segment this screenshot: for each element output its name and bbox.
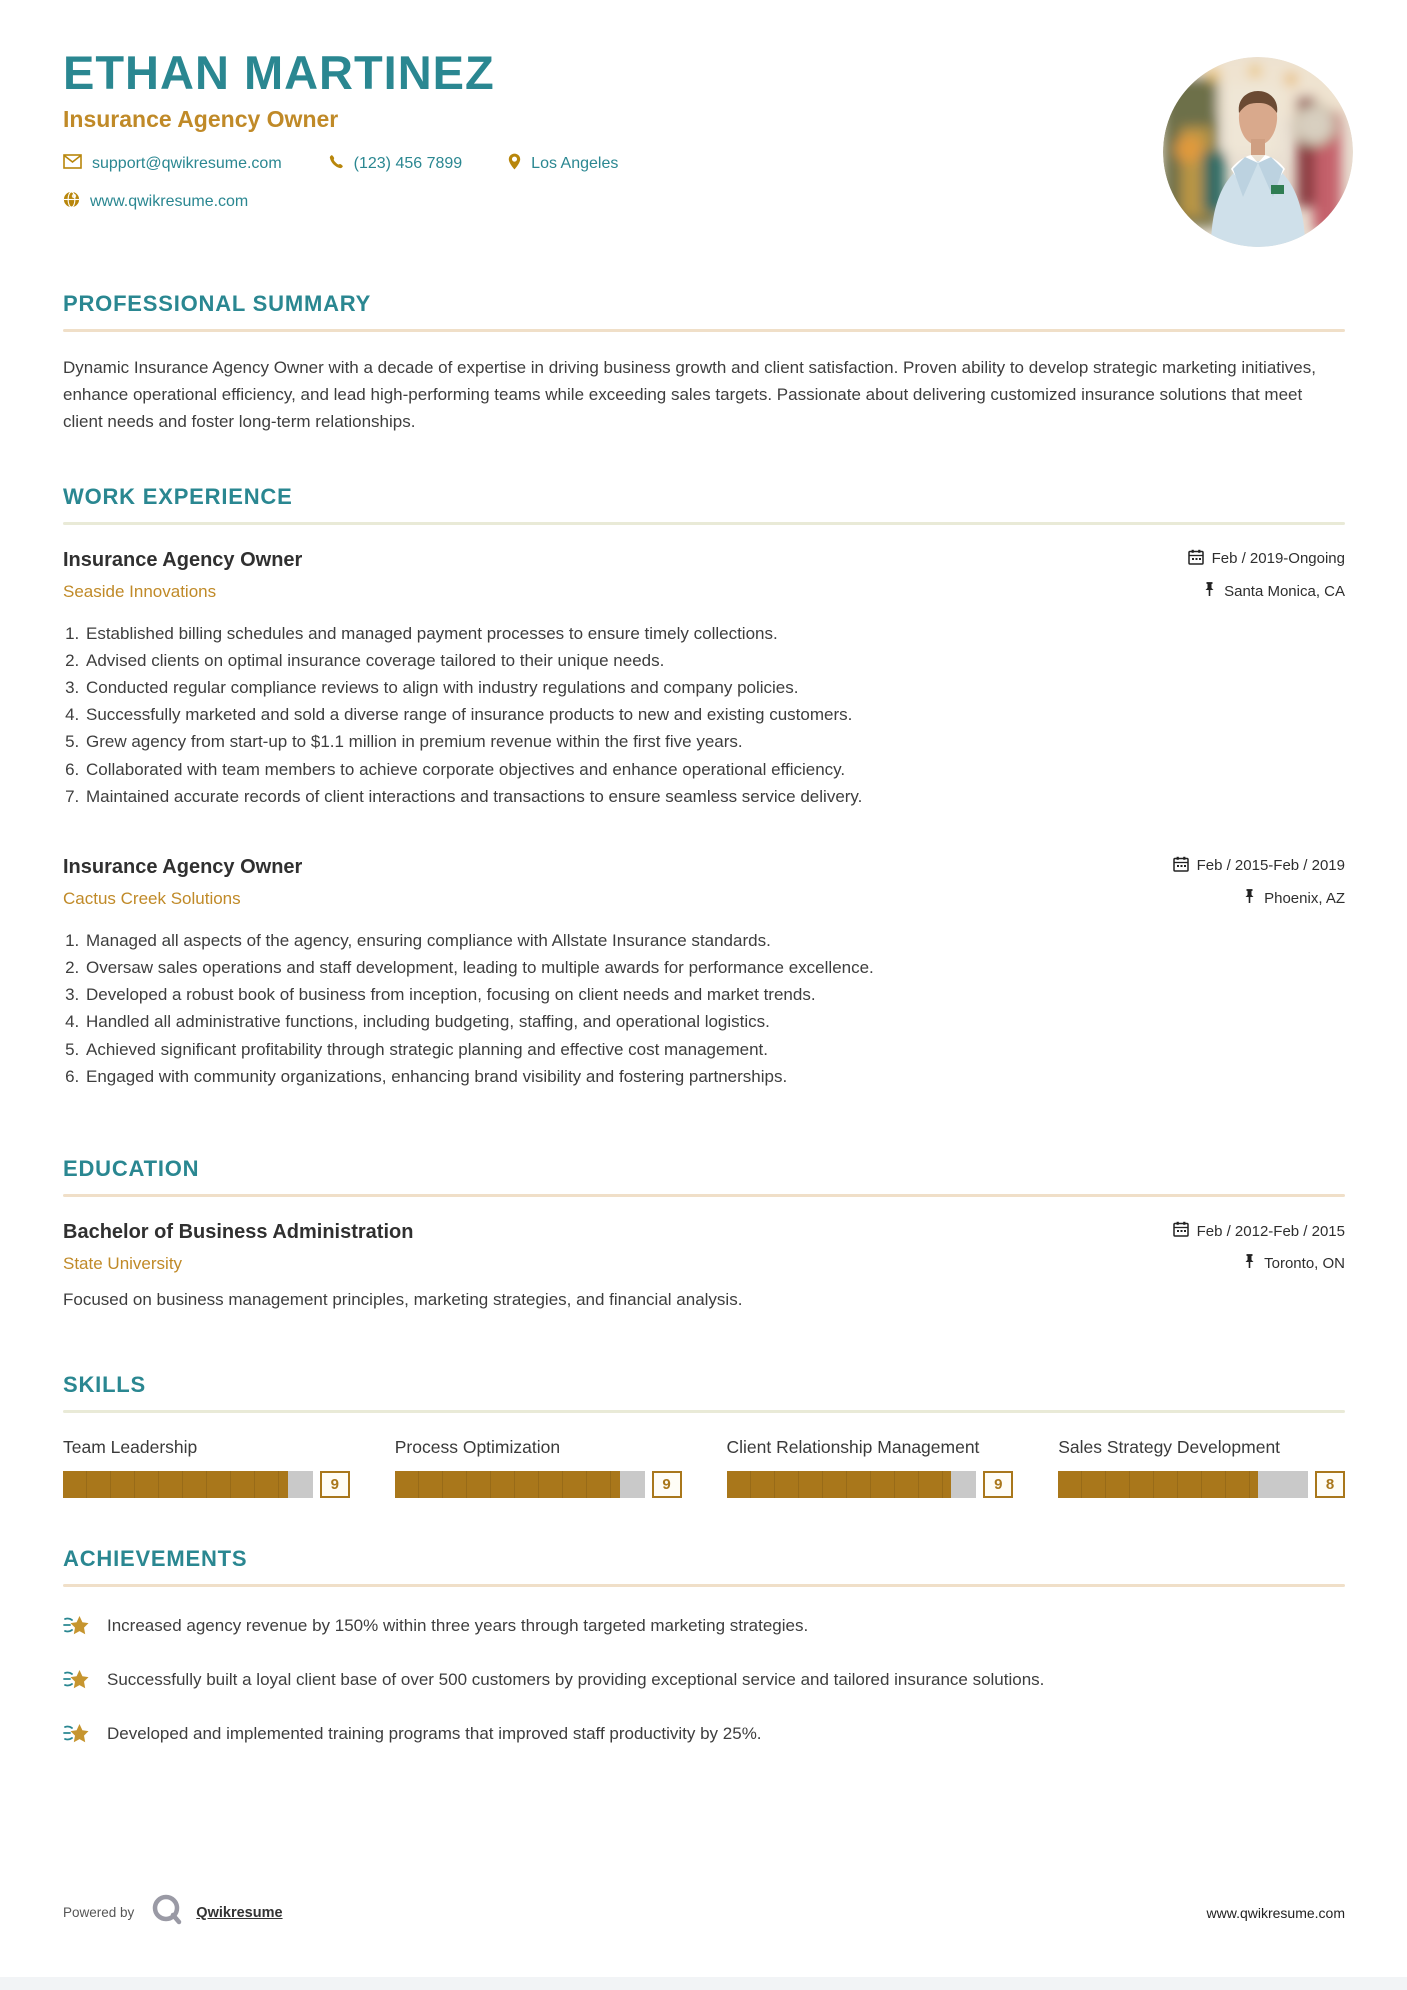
skill-name: Sales Strategy Development — [1058, 1437, 1281, 1457]
star-icon — [63, 1668, 89, 1697]
star-icon — [63, 1722, 89, 1751]
job-title: Insurance Agency Owner — [63, 548, 303, 571]
education-description: Focused on business management principles, marketing strategies, and financial analysis. — [63, 1290, 743, 1309]
job-bullet-list — [63, 927, 1345, 1090]
job-date: Feb / 2015-Feb / 2019 — [1173, 856, 1345, 876]
skill-process-optimization — [395, 1437, 682, 1498]
contact-phone — [328, 154, 463, 175]
qwikresume-link[interactable]: Qwikresume — [196, 1904, 283, 1921]
phone-icon — [328, 154, 344, 175]
contact-row — [63, 153, 1345, 175]
summary-heading: PROFESSIONAL SUMMARY — [63, 291, 372, 316]
pushpin-icon — [1203, 582, 1216, 601]
website-link[interactable]: www.qwikresume.com — [90, 193, 249, 210]
person-name: ETHAN MARTINEZ — [63, 46, 495, 99]
job-bullet: 4. Handled all administrative functions, including budgeting, staffing, and operational logistics. — [84, 1008, 1345, 1035]
job-bullet: 5. Grew agency from start-up to $1.1 million in premium revenue within the first five years. — [84, 728, 1345, 755]
job-bullet: 3. Conducted regular compliance reviews to align with industry regulations and company policies. — [84, 674, 1345, 701]
qwikresume-logo-icon — [150, 1893, 184, 1932]
skill-bar — [63, 1471, 313, 1498]
job-bullet: 5. Achieved significant profitability through strategic planning and effective cost management. — [84, 1036, 1345, 1063]
skill-bar — [727, 1471, 977, 1498]
contact-location — [508, 153, 618, 175]
achievements-heading: ACHIEVEMENTS — [63, 1545, 248, 1571]
job-title: Insurance Agency Owner — [63, 855, 303, 878]
job-bullet: 6. Engaged with community organizations, enhancing brand visibility and fostering partnerships. — [84, 1063, 1345, 1090]
job-bullet: 2. Oversaw sales operations and staff development, leading to multiple awards for performance excellence. — [84, 954, 1345, 981]
section-divider — [63, 1410, 1345, 1413]
job-company: Cactus Creek Solutions — [63, 888, 241, 908]
education-heading: EDUCATION — [63, 1156, 200, 1181]
education-date: Feb / 2012-Feb / 2015 — [1173, 1221, 1345, 1241]
job-bullet: 3. Developed a robust book of business from inception, focusing on client needs and market trends. — [84, 981, 1345, 1008]
footer — [63, 1893, 1345, 1932]
skills-heading: SKILLS — [63, 1372, 147, 1397]
skill-bar — [1058, 1471, 1308, 1498]
website-row — [63, 191, 1345, 213]
job-company: Seaside Innovations — [63, 581, 217, 601]
summary-text: Dynamic Insurance Agency Owner with a decade of expertise in driving business growth and client satisfaction. Proven ability to develop strategic marketing initiatives, enhance operational efficiency, and lead high-performing teams while exceeding sales targets. Passionate about delivering customized insurance solutions that meet client needs and foster long-term relationships. — [63, 358, 1316, 432]
calendar-icon — [1173, 1221, 1189, 1241]
skill-name: Process Optimization — [394, 1437, 561, 1457]
job-location: Phoenix, AZ — [1243, 889, 1345, 908]
job-location: Santa Monica, CA — [1203, 582, 1345, 601]
job-bullet: 7. Maintained accurate records of client interactions and transactions to ensure seamless service delivery. — [84, 783, 1345, 810]
work-heading: WORK EXPERIENCE — [63, 483, 293, 509]
person-title: Insurance Agency Owner — [63, 106, 339, 132]
section-education — [63, 1156, 1345, 1310]
bottom-band — [0, 1977, 1407, 1990]
skill-team-leadership — [63, 1437, 350, 1498]
education-location: Toronto, ON — [1243, 1254, 1345, 1273]
contact-email — [63, 154, 282, 174]
phone-number: (123) 456 7899 — [353, 155, 463, 172]
job-bullet: 6. Collaborated with team members to achieve corporate objectives and enhance operational efficiency. — [84, 756, 1345, 783]
job-date: Feb / 2019-Ongoing — [1188, 549, 1345, 569]
skill-level-badge: 9 — [320, 1471, 350, 1498]
section-achievements — [63, 1546, 1345, 1751]
section-work — [63, 484, 1345, 1090]
education-entry — [63, 1221, 1345, 1310]
pushpin-icon — [1243, 1254, 1256, 1273]
achievement-item — [63, 1667, 1345, 1697]
skills-grid — [63, 1437, 1345, 1498]
section-divider — [63, 1194, 1345, 1197]
skill-bar — [395, 1471, 645, 1498]
section-divider — [63, 329, 1345, 332]
header — [63, 45, 1345, 213]
globe-icon — [63, 191, 80, 213]
job-entry-1 — [63, 549, 1345, 810]
skill-client-relationship-management — [727, 1437, 1014, 1498]
job-bullet: 4. Successfully marketed and sold a diverse range of insurance products to new and existing customers. — [84, 701, 1345, 728]
job-bullet: 2. Advised clients on optimal insurance coverage tailored to their unique needs. — [84, 647, 1345, 674]
job-bullet-list — [63, 620, 1345, 810]
powered-by-label: Powered by — [63, 1905, 135, 1920]
envelope-icon — [63, 154, 82, 174]
location-pin-icon — [508, 153, 521, 175]
achievement-item — [63, 1613, 1345, 1643]
achievement-text: Developed and implemented training programs that improved staff productivity by 25%. — [107, 1723, 762, 1743]
section-skills — [63, 1372, 1345, 1498]
job-entry-2 — [63, 856, 1345, 1090]
skill-name: Client Relationship Management — [726, 1437, 980, 1457]
star-icon — [63, 1614, 89, 1643]
skill-level-badge: 8 — [1315, 1471, 1345, 1498]
location-text: Los Angeles — [531, 155, 619, 172]
email-link[interactable]: support@qwikresume.com — [92, 155, 282, 172]
footer-website-link[interactable]: www.qwikresume.com — [1206, 1904, 1345, 1921]
achievement-text: Increased agency revenue by 150% within three years through targeted marketing strategies. — [107, 1615, 809, 1635]
degree-title: Bachelor of Business Administration — [63, 1221, 414, 1243]
school-name: State University — [63, 1254, 183, 1273]
calendar-icon — [1188, 549, 1204, 569]
achievement-item — [63, 1721, 1345, 1751]
section-summary — [63, 291, 1345, 436]
calendar-icon — [1173, 856, 1189, 876]
job-bullet: 1. Managed all aspects of the agency, ensuring compliance with Allstate Insurance standards. — [84, 927, 1345, 954]
job-bullet: 1. Established billing schedules and managed payment processes to ensure timely collections. — [84, 620, 1345, 647]
section-divider — [63, 1584, 1345, 1587]
skill-sales-strategy-development — [1058, 1437, 1345, 1498]
achievements-list — [63, 1613, 1345, 1751]
section-divider — [63, 522, 1345, 525]
skill-level-badge: 9 — [652, 1471, 682, 1498]
avatar — [1163, 57, 1353, 247]
skill-name: Team Leadership — [63, 1437, 198, 1457]
skill-level-badge: 9 — [983, 1471, 1013, 1498]
pushpin-icon — [1243, 889, 1256, 908]
achievement-text: Successfully built a loyal client base of over 500 customers by providing exceptional service and tailored insurance solutions. — [107, 1669, 1045, 1689]
contact-website — [63, 191, 248, 213]
